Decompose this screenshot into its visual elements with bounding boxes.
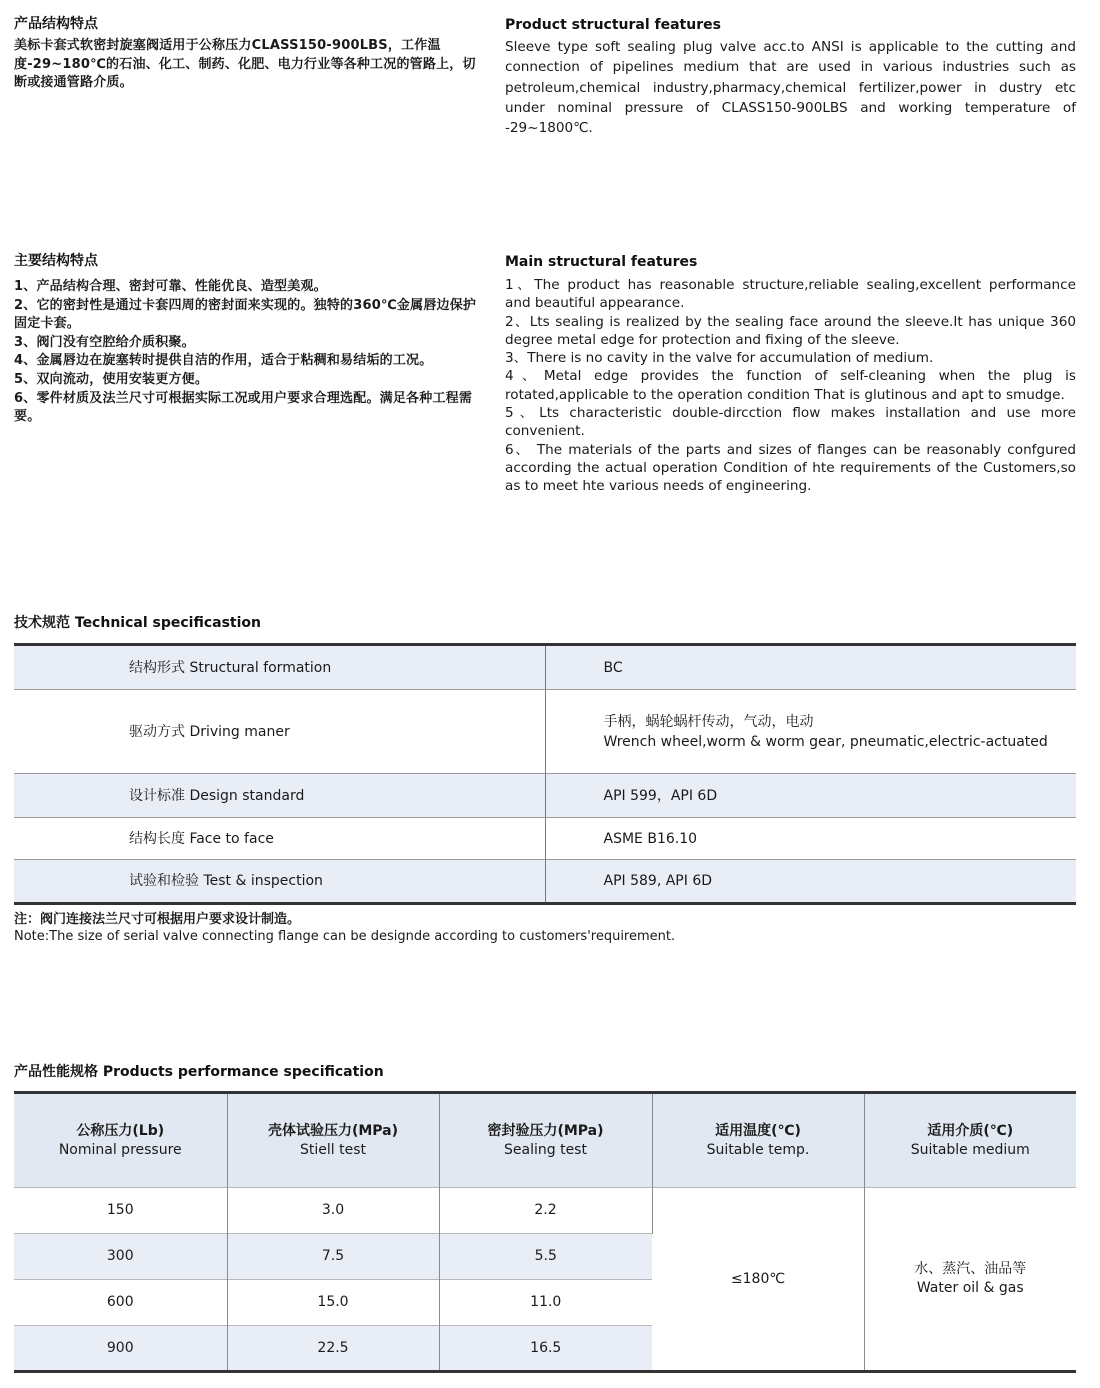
main-features-cn-item: 3、阀门没有空腔给介质积聚。 — [14, 334, 195, 350]
main-features-cn-item: 1、产品结构合理、密封可靠、性能优良、造型美观。 — [14, 279, 327, 294]
spec-value-cn: 手柄，蜗轮蜗杆传动，气动，电动 — [603, 713, 814, 730]
main-features-cn-heading: 主要结构特点 — [14, 253, 98, 269]
perf-medium — [864, 1188, 1076, 1372]
spec-row — [14, 774, 1076, 818]
perf-seal: 5.5 — [439, 1234, 652, 1280]
perf-shell: 3.0 — [227, 1188, 439, 1234]
main-features-en-item: 4、Metal edge provides the function of self-cleaning when the plug is rotated,applicable to the operation condition That is glutinous and apt to smudge. — [505, 368, 1076, 403]
main-features-en — [505, 252, 1076, 496]
spec-label: 试验和检验 Test & inspection — [14, 860, 545, 904]
perf-pressure: 300 — [14, 1234, 227, 1280]
spec-row — [14, 860, 1076, 904]
technical-spec-table — [14, 643, 1076, 905]
perf-header-medium: 适用介质(℃) Suitable medium — [864, 1093, 1076, 1188]
technical-spec-note — [14, 911, 675, 945]
main-features-cn-item: 5、双向流动，使用安装更方便。 — [14, 371, 209, 387]
main-features-cn-item: 2、它的密封性是通过卡套四周的密封面来实现的。独特的360℃金属唇边保护固定卡套。 — [14, 297, 477, 332]
product-features-cn-text: 美标卡套式软密封旋塞阀适用于公称压力CLASS150-900LBS，工作温度-29~180℃的石油、化工、制药、化肥、电力行业等各种工况的管路上，切断或接通管路介质。 — [14, 38, 476, 91]
performance-spec-heading: 产品性能规格 Products performance specification — [14, 1064, 384, 1080]
perf-medium-cn: 水、蒸汽、油品等 — [914, 1261, 1027, 1277]
main-features-en-list — [505, 276, 1076, 496]
product-features-cn-heading: 产品结构特点 — [14, 16, 98, 32]
spec-row — [14, 818, 1076, 860]
product-features-en — [505, 15, 1076, 138]
product-features-en-text: Sleeve type soft sealing plug valve acc.to ANSI is applicable to the cutting and connection of pipelines medium that are used in various industries such as petroleum,chemical industry,pharmacy,chemical fertilizer,power in dustry etc under nominal pressure of CLASS150-900LBS and working temperature of -29~1800℃. — [505, 39, 1076, 137]
spec-label: 设计标准 Design standard — [14, 774, 545, 818]
main-features-en-item: 1、The product has reasonable structure,reliable sealing,excellent performance and beautiful appearance. — [505, 277, 1076, 312]
spec-label: 驱动方式 Driving maner — [14, 690, 545, 774]
note-cn: 注：阀门连接法兰尺寸可根据用户要求设计制造。 — [14, 912, 301, 927]
perf-medium-en: Water oil & gas — [916, 1280, 1024, 1296]
note-en: Note:The size of serial valve connecting flange can be designde according to customers'requirement. — [14, 929, 676, 944]
perf-row — [14, 1188, 1076, 1234]
spec-row — [14, 690, 1076, 774]
perf-pressure: 150 — [14, 1188, 227, 1234]
perf-pressure: 900 — [14, 1326, 227, 1372]
perf-shell: 15.0 — [227, 1280, 439, 1326]
perf-pressure: 600 — [14, 1280, 227, 1326]
spec-row — [14, 645, 1076, 690]
main-features-en-item: 2、Lts sealing is realized by the sealing face around the sleeve.It has unique 360 degree metal edge for protection and fixing of the sleeve. — [505, 313, 1076, 348]
perf-seal: 2.2 — [439, 1188, 652, 1234]
main-features-cn-list — [14, 278, 487, 427]
spec-value: BC — [545, 645, 1076, 690]
perf-seal: 16.5 — [439, 1326, 652, 1372]
spec-value-en: Wrench wheel,worm & worm gear, pneumatic,electric-actuated — [603, 733, 1048, 750]
main-features-en-item: 3、There is no cavity in the valve for accumulation of medium. — [505, 350, 934, 367]
main-features-en-item: 6、 The materials of the parts and sizes of flanges can be reasonably confgured according the actual operation Condition of hte requirements of the Customers,so as to meet hte various needs of engineering. — [505, 441, 1076, 495]
perf-shell: 7.5 — [227, 1234, 439, 1280]
perf-header-shell-test: 壳体试验压力(MPa) Stiell test — [227, 1093, 439, 1188]
perf-header-temp: 适用温度(℃) Suitable temp. — [652, 1093, 864, 1188]
spec-value: API 599，API 6D — [545, 774, 1076, 818]
perf-seal: 11.0 — [439, 1280, 652, 1326]
perf-header-sealing-test: 密封验压力(MPa) Sealing test — [439, 1093, 652, 1188]
product-features-en-heading: Product structural features — [505, 17, 721, 33]
spec-value: API 589, API 6D — [545, 860, 1076, 904]
spec-value — [545, 690, 1076, 774]
perf-header-pressure: 公称压力(Lb) Nominal pressure — [14, 1093, 227, 1188]
product-features-cn — [14, 14, 487, 93]
spec-label: 结构形式 Structural formation — [14, 645, 545, 690]
main-features-cn-item: 6、零件材质及法兰尺寸可根据实际工况或用户要求合理选配。满足各种工程需要。 — [14, 390, 473, 425]
perf-temp: ≤180℃ — [652, 1188, 864, 1372]
technical-spec-heading: 技术规范 Technical specificastion — [14, 615, 261, 631]
performance-spec-table — [14, 1091, 1076, 1373]
main-features-cn-item: 4、金属唇边在旋塞转时提供自洁的作用，适合于粘稠和易结垢的工况。 — [14, 353, 433, 369]
main-features-cn — [14, 251, 487, 427]
perf-header-row — [14, 1093, 1076, 1188]
spec-value: ASME B16.10 — [545, 818, 1076, 860]
main-features-en-item: 5、Lts characteristic double-dircction flow makes installation and use more convenient. — [505, 405, 1076, 440]
perf-shell: 22.5 — [227, 1326, 439, 1372]
spec-label: 结构长度 Face to face — [14, 818, 545, 860]
main-features-en-heading: Main structural features — [505, 254, 698, 270]
